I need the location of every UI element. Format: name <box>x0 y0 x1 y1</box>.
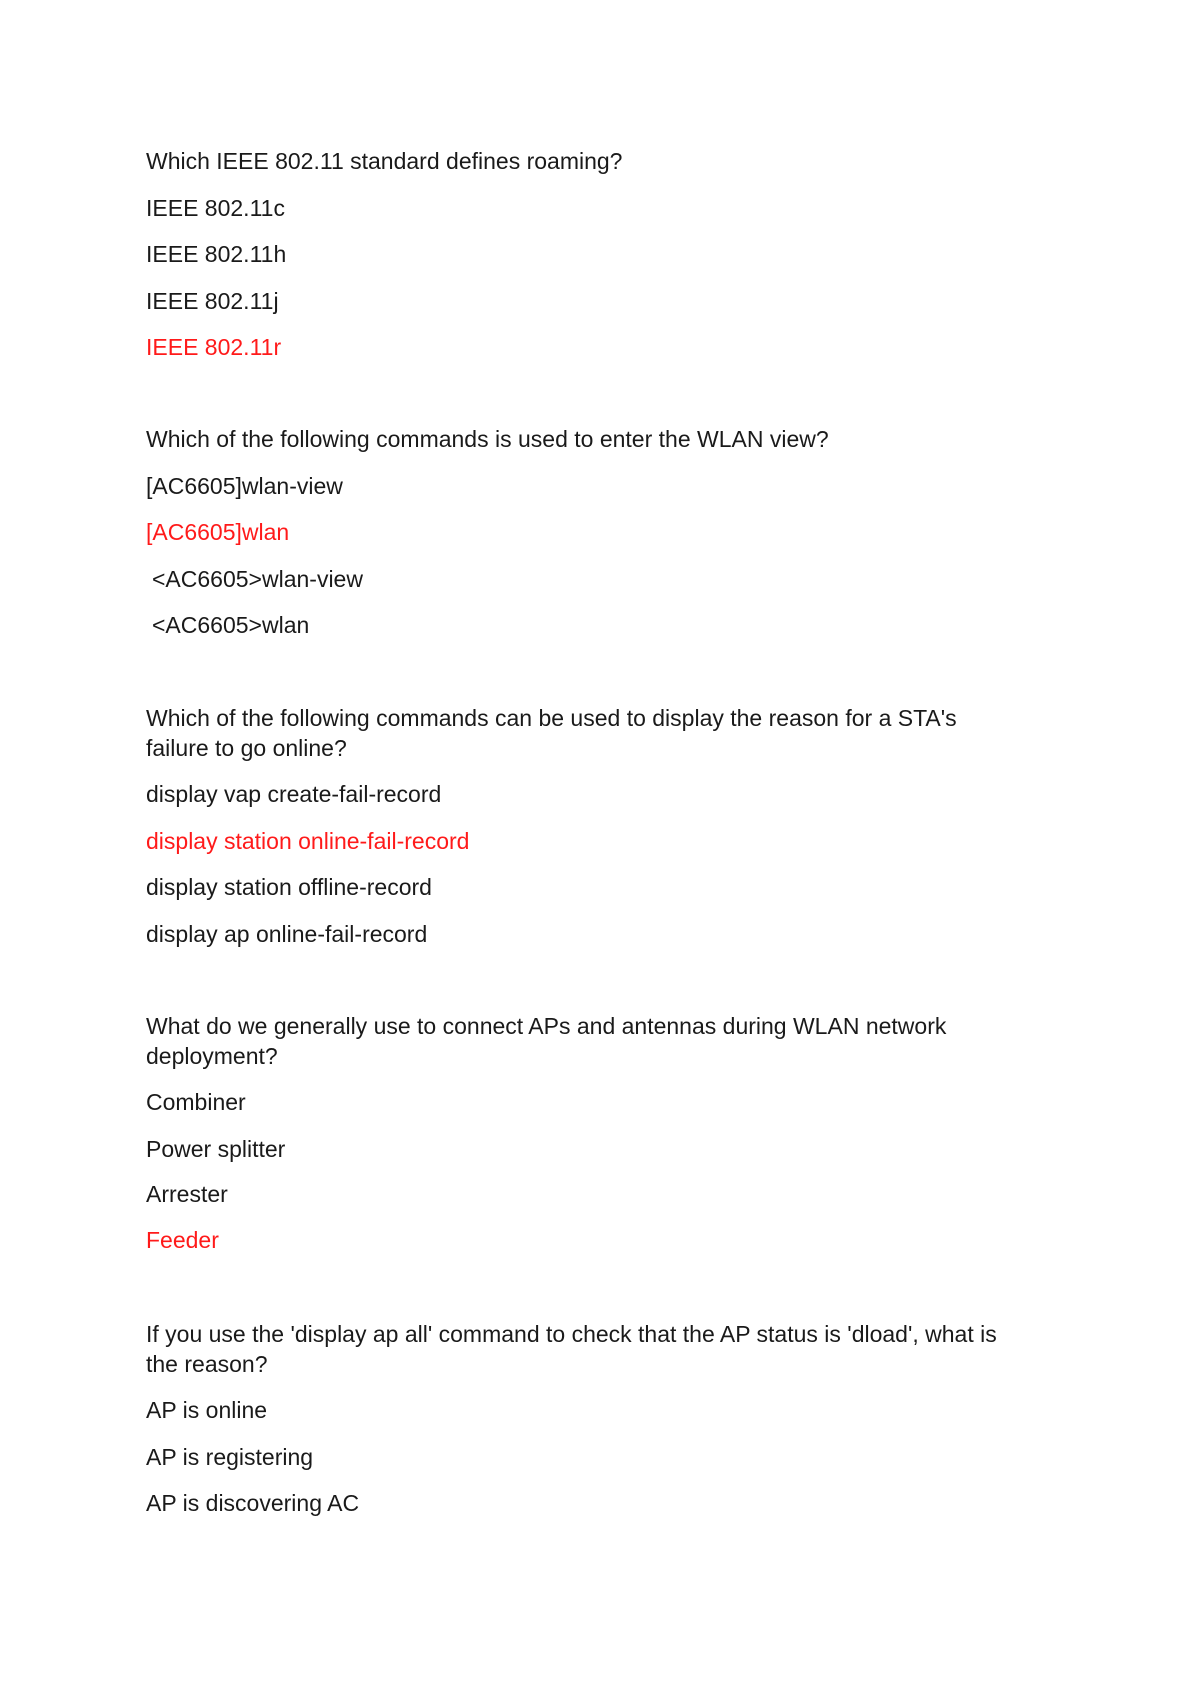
question-1-text: Which IEEE 802.11 standard defines roaming? <box>146 148 623 174</box>
question-2-text: Which of the following commands is used to enter the WLAN view? <box>146 426 829 452</box>
question-2-option-c: <AC6605>wlan-view <box>152 566 363 592</box>
question-5-text-line-2: the reason? <box>146 1351 268 1377</box>
question-1-option-b: IEEE 802.11h <box>146 241 287 267</box>
question-2-option-a: [AC6605]wlan-view <box>146 473 343 499</box>
question-3-option-a: display vap create-fail-record <box>146 781 442 807</box>
question-2-option-b-correct: [AC6605]wlan <box>146 519 290 545</box>
question-5-option-c: AP is discovering AC <box>146 1490 360 1516</box>
question-1-option-a: IEEE 802.11c <box>146 195 285 221</box>
question-4-text-line-1: What do we generally use to connect APs and antennas during WLAN network <box>146 1013 947 1039</box>
question-3-option-c: display station offline-record <box>146 874 432 900</box>
question-4-option-b: Power splitter <box>146 1136 286 1162</box>
question-5-option-b: AP is registering <box>146 1444 314 1470</box>
question-4-option-c: Arrester <box>146 1181 228 1207</box>
question-4-option-d-correct: Feeder <box>146 1227 219 1253</box>
question-3-text-line-1: Which of the following commands can be used to display the reason for a STA's <box>146 705 957 731</box>
question-5-text-line-1: If you use the 'display ap all' command to check that the AP status is 'dload', what is <box>146 1321 997 1347</box>
question-3-option-d: display ap online-fail-record <box>146 921 428 947</box>
question-4-option-a: Combiner <box>146 1089 246 1115</box>
question-1-option-d-correct: IEEE 802.11r <box>146 334 282 360</box>
question-3-option-b-correct: display station online-fail-record <box>146 828 470 854</box>
question-4-text-line-2: deployment? <box>146 1043 278 1069</box>
question-5-option-a: AP is online <box>146 1397 268 1423</box>
question-2-option-d: <AC6605>wlan <box>152 612 310 638</box>
question-3-text-line-2: failure to go online? <box>146 735 347 761</box>
question-1-option-c: IEEE 802.11j <box>146 288 279 314</box>
